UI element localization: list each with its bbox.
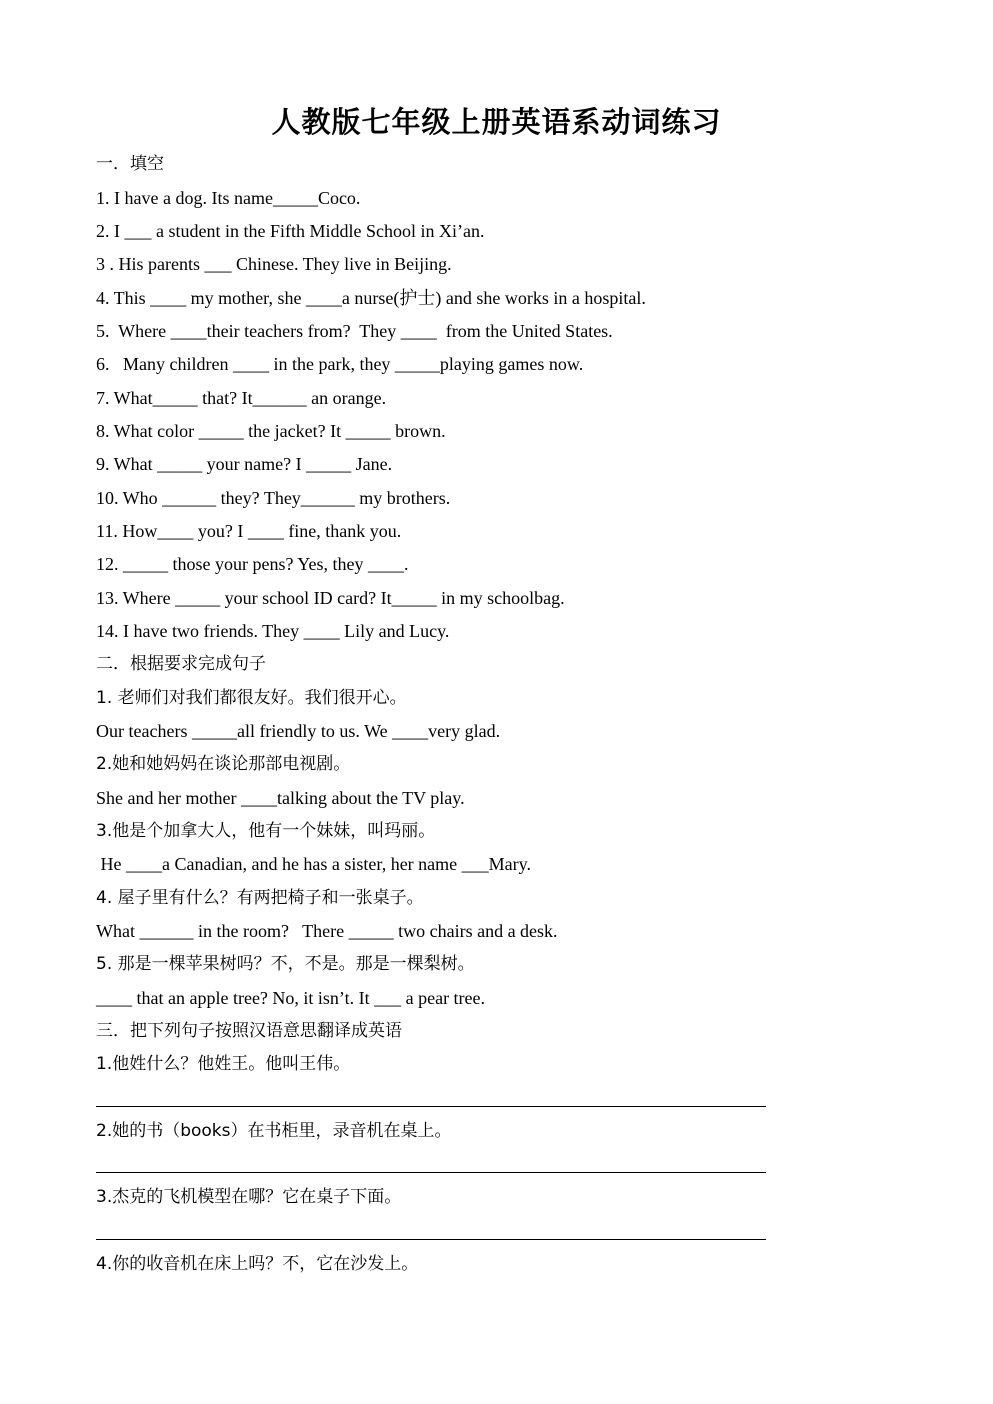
page-title: 人教版七年级上册英语系动词练习 xyxy=(271,105,722,139)
answer-line xyxy=(96,1239,766,1240)
section-heading: 三．把下列句子按照汉语意思翻译成英语 xyxy=(96,1021,402,1041)
exercise-item: 4. This ____ my mother, she ____a nurse(护士) and she works in a hospital. xyxy=(96,288,646,308)
translation-prompt: 3.杰克的飞机模型在哪？它在桌子下面。 xyxy=(96,1187,402,1207)
english-sentence: What ______ in the room? There _____ two chairs and a desk. xyxy=(96,921,558,941)
english-sentence: Our teachers _____all friendly to us. We ____very glad. xyxy=(96,721,501,741)
exercise-item: 6. Many children ____ in the park, they _____playing games now. xyxy=(96,354,584,374)
english-sentence: He ____a Canadian, and he has a sister, her name ___Mary. xyxy=(96,854,531,874)
chinese-prompt: 1. 老师们对我们都很友好。我们很开心。 xyxy=(96,688,407,708)
exercise-item: 13. Where _____ your school ID card? It_____ in my schoolbag. xyxy=(96,588,565,608)
exercise-item: 1. I have a dog. Its name_____Coco. xyxy=(96,188,361,208)
exercise-item: 3 . His parents ___ Chinese. They live in Beijing. xyxy=(96,254,452,274)
exercise-item: 10. Who ______ they? They______ my brothers. xyxy=(96,488,451,508)
exercise-item: 14. I have two friends. They ____ Lily and Lucy. xyxy=(96,621,450,641)
exercise-item: 8. What color _____ the jacket? It _____ brown. xyxy=(96,421,446,441)
english-sentence: She and her mother ____talking about the TV play. xyxy=(96,788,465,808)
answer-line xyxy=(96,1106,766,1107)
translation-prompt: 4.你的收音机在床上吗？不，它在沙发上。 xyxy=(96,1254,419,1274)
exercise-item: 9. What _____ your name? I _____ Jane. xyxy=(96,454,393,474)
answer-line xyxy=(96,1172,766,1173)
english-sentence: ____ that an apple tree? No, it isn’t. It ___ a pear tree. xyxy=(96,988,486,1008)
chinese-prompt: 5. 那是一棵苹果树吗？不，不是。那是一棵梨树。 xyxy=(96,954,475,974)
translation-prompt: 2.她的书（books）在书柜里，录音机在桌上。 xyxy=(96,1121,452,1141)
chinese-prompt: 2.她和她妈妈在谈论那部电视剧。 xyxy=(96,754,351,774)
exercise-item: 7. What_____ that? It______ an orange. xyxy=(96,388,387,408)
exercise-item: 5. Where ____their teachers from? They ____ from the United States. xyxy=(96,321,613,341)
chinese-prompt: 4. 屋子里有什么？有两把椅子和一张桌子。 xyxy=(96,888,424,908)
exercise-item: 2. I ___ a student in the Fifth Middle School in Xi’an. xyxy=(96,221,485,241)
chinese-prompt: 3.他是个加拿大人，他有一个妹妹，叫玛丽。 xyxy=(96,821,436,841)
translation-prompt: 1.他姓什么？他姓王。他叫王伟。 xyxy=(96,1054,351,1074)
exercise-item: 11. How____ you? I ____ fine, thank you. xyxy=(96,521,402,541)
section-heading: 二．根据要求完成句子 xyxy=(96,654,266,674)
section-heading: 一．填空 xyxy=(96,154,164,174)
exercise-item: 12. _____ those your pens? Yes, they ____. xyxy=(96,554,409,574)
